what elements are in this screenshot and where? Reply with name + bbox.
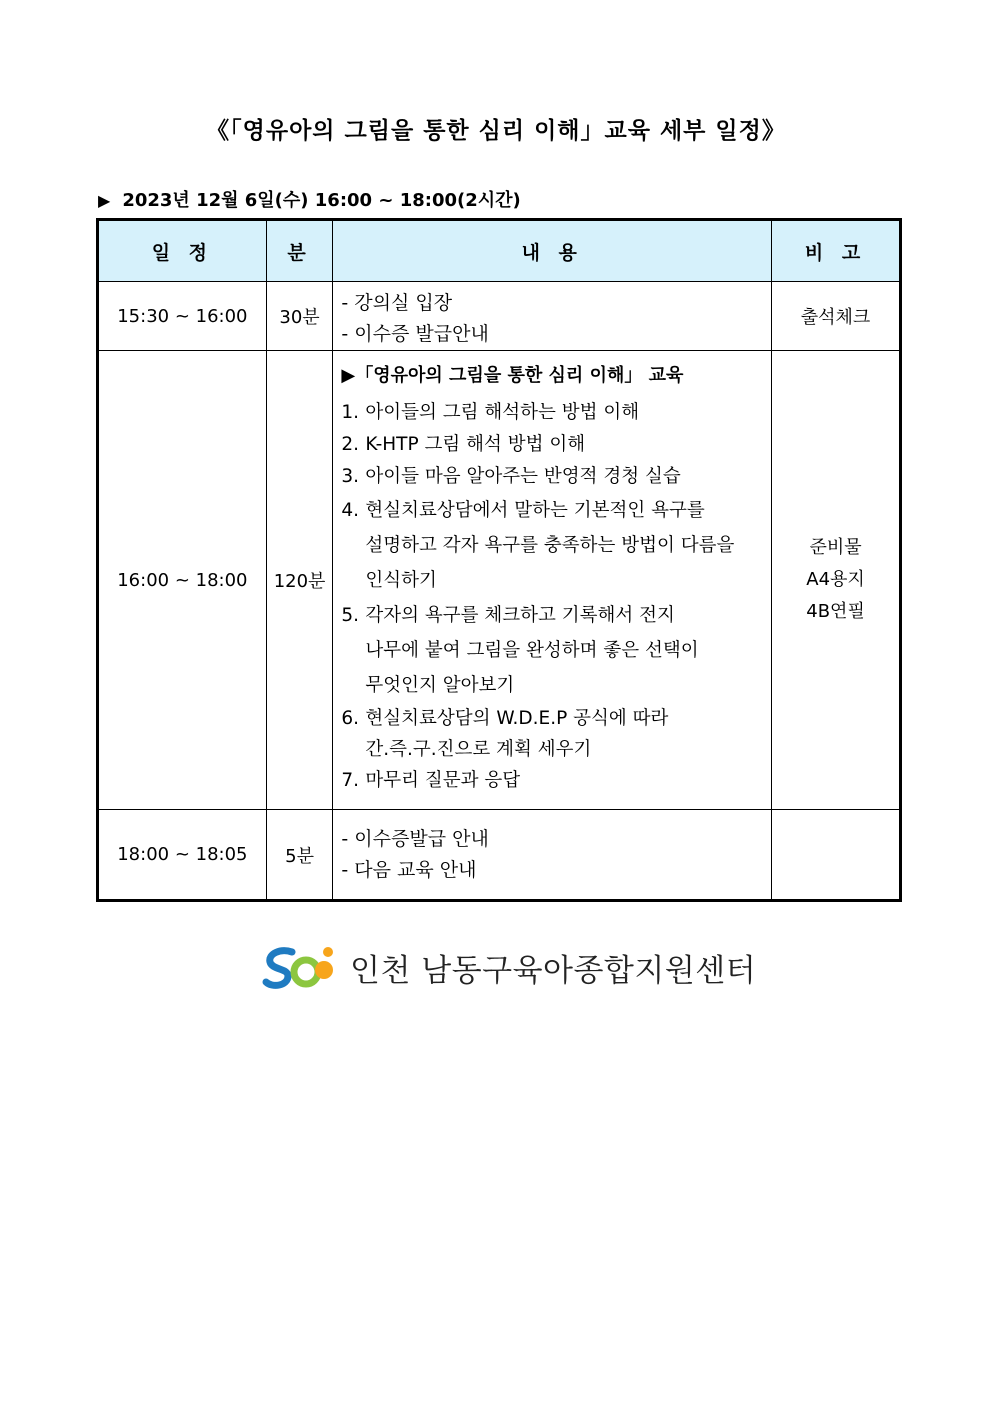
item-text: 무엇인지 알아보기 bbox=[365, 675, 515, 696]
item-text: K-HTP 그림 해석 방법 이해 bbox=[365, 434, 586, 455]
date-text: 2023년 12월 6일(수) 16:00 ~ 18:00(2시간) bbox=[122, 190, 521, 211]
table-row bbox=[98, 282, 901, 351]
item-number: 1. bbox=[341, 402, 360, 423]
item-number: 2. bbox=[341, 434, 360, 455]
schedule-table bbox=[96, 218, 902, 902]
item-text: 나무에 붙여 그림을 완성하며 좋은 선택이 bbox=[365, 640, 699, 661]
minutes-cell: 120분 bbox=[266, 351, 333, 810]
item-number: 6. bbox=[341, 708, 360, 729]
content-line: - 다음 교육 안내 bbox=[341, 858, 477, 881]
program-heading: ▶「영유아의 그림을 통한 심리 이해」 교육 bbox=[341, 365, 684, 386]
content-cell bbox=[333, 282, 772, 351]
header-minutes: 분 bbox=[266, 220, 333, 282]
item-text: 설명하고 각자 욕구를 충족하는 방법이 다름을 bbox=[365, 535, 735, 556]
minutes-cell: 5분 bbox=[266, 810, 333, 901]
item-text: 인식하기 bbox=[365, 570, 437, 591]
date-line bbox=[98, 186, 521, 212]
list-item bbox=[341, 397, 761, 429]
header-content: 내 용 bbox=[333, 220, 772, 282]
item-text: 현실치료상담의 W.D.E.P 공식에 따라 bbox=[365, 708, 669, 729]
table-row bbox=[98, 351, 901, 810]
header-row bbox=[98, 220, 901, 282]
note-cell bbox=[772, 351, 901, 810]
item-number: 3. bbox=[341, 466, 360, 487]
list-item bbox=[341, 493, 761, 598]
page-title: 《「영유아의 그림을 통한 심리 이해」교육 세부 일정》 bbox=[206, 118, 786, 144]
list-item bbox=[341, 598, 761, 703]
footer-logo bbox=[262, 940, 756, 994]
note-line: A4용지 bbox=[806, 569, 865, 590]
item-text: 아이들 마음 알아주는 반영적 경청 실습 bbox=[365, 466, 681, 487]
header-note: 비 고 bbox=[772, 220, 901, 282]
time-cell: 15:30 ~ 16:00 bbox=[98, 282, 267, 351]
content-line: - 이수증 발급안내 bbox=[341, 323, 489, 345]
list-item bbox=[341, 429, 761, 461]
list-item bbox=[341, 703, 761, 765]
list-item bbox=[341, 461, 761, 493]
header-schedule: 일 정 bbox=[98, 220, 267, 282]
note-cell bbox=[772, 810, 901, 901]
content-line: - 강의실 입장 bbox=[341, 292, 453, 314]
note-cell: 출석체크 bbox=[772, 282, 901, 351]
list-item bbox=[341, 765, 761, 797]
item-number: 7. bbox=[341, 770, 360, 791]
item-text: 각자의 욕구를 체크하고 기록해서 전지 bbox=[365, 605, 675, 626]
triangle-bullet-icon: ▶ bbox=[98, 191, 111, 210]
item-number: 4. bbox=[341, 500, 360, 521]
content-cell bbox=[333, 351, 772, 810]
content-line: - 이수증발급 안내 bbox=[341, 827, 489, 850]
table-row bbox=[98, 810, 901, 901]
time-cell: 18:00 ~ 18:05 bbox=[98, 810, 267, 901]
note-line: 준비물 bbox=[809, 537, 862, 558]
item-text: 간.즉.구.진으로 계획 세우기 bbox=[365, 739, 592, 760]
note-line: 4B연필 bbox=[806, 601, 865, 622]
minutes-cell: 30분 bbox=[266, 282, 333, 351]
item-text: 마무리 질문과 응답 bbox=[365, 770, 521, 791]
org-name: 인천 남동구육아종합지원센터 bbox=[350, 952, 757, 989]
content-cell bbox=[333, 810, 772, 901]
time-cell: 16:00 ~ 18:00 bbox=[98, 351, 267, 810]
item-text: 현실치료상담에서 말하는 기본적인 욕구를 bbox=[365, 500, 705, 521]
item-number: 5. bbox=[341, 605, 360, 626]
center-logo-icon bbox=[262, 940, 342, 994]
item-text: 아이들의 그림 해석하는 방법 이해 bbox=[365, 402, 640, 423]
